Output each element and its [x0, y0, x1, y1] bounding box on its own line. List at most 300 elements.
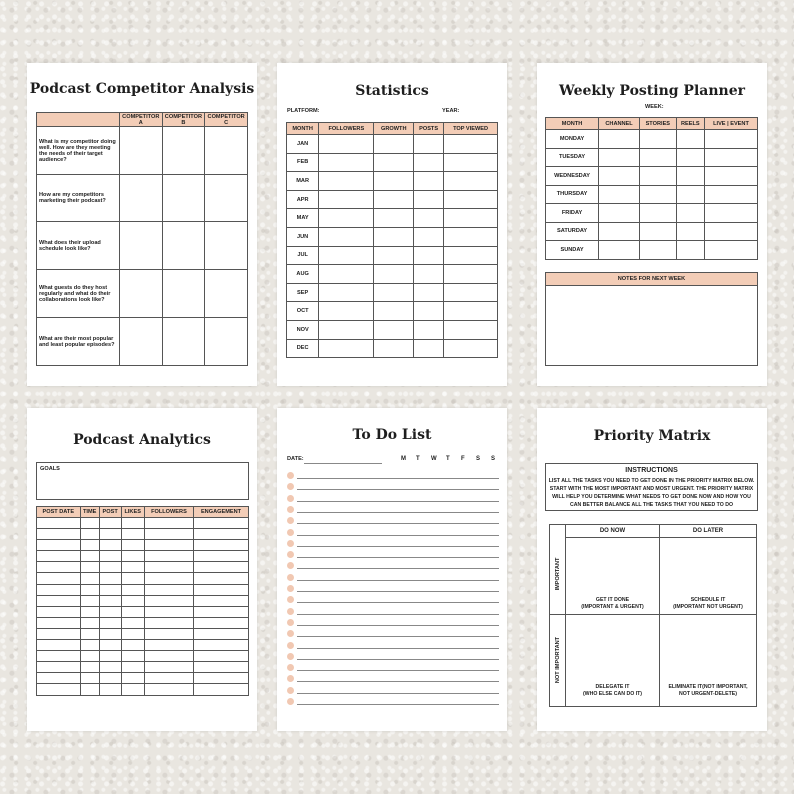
todo-line[interactable]	[297, 659, 499, 660]
todo-line[interactable]	[297, 512, 499, 513]
data-cell[interactable]	[80, 684, 99, 695]
todo-line[interactable]	[297, 693, 499, 694]
checkbox[interactable]	[287, 687, 294, 694]
data-cell[interactable]	[99, 628, 121, 639]
do-now-header: DO NOW	[599, 528, 626, 534]
data-cell[interactable]	[194, 529, 249, 540]
platform-label: PLATFORM:	[287, 108, 320, 114]
data-cell[interactable]	[121, 584, 144, 595]
plan-cell[interactable]	[704, 222, 757, 241]
data-cell[interactable]	[144, 562, 193, 573]
todo-list	[277, 408, 507, 731]
data-cell[interactable]	[99, 662, 121, 673]
plan-cell[interactable]	[676, 185, 704, 204]
data-cell[interactable]	[194, 595, 249, 606]
data-cell[interactable]	[414, 265, 444, 284]
data-cell[interactable]	[444, 283, 498, 302]
weekday-letter[interactable]: W	[431, 456, 437, 462]
data-cell[interactable]	[144, 518, 193, 529]
plan-cell[interactable]	[599, 204, 640, 223]
data-cell[interactable]	[319, 209, 374, 228]
todo-line[interactable]	[297, 681, 499, 682]
data-cell[interactable]	[144, 595, 193, 606]
todo-line[interactable]	[297, 636, 499, 637]
data-cell[interactable]	[414, 209, 444, 228]
checkbox[interactable]	[287, 608, 294, 615]
table-row	[37, 562, 249, 573]
data-cell[interactable]	[80, 529, 99, 540]
data-cell[interactable]	[319, 283, 374, 302]
checkbox[interactable]	[287, 585, 294, 592]
checkbox[interactable]	[287, 619, 294, 626]
data-cell[interactable]	[374, 246, 414, 265]
checkbox[interactable]	[287, 483, 294, 490]
plan-cell[interactable]	[599, 167, 640, 186]
data-cell[interactable]	[319, 227, 374, 246]
todo-line[interactable]	[297, 478, 499, 479]
table-row	[37, 640, 249, 651]
data-cell[interactable]	[80, 573, 99, 584]
table-row	[287, 190, 498, 209]
data-cell[interactable]	[80, 584, 99, 595]
plan-cell[interactable]	[704, 148, 757, 167]
data-cell[interactable]	[194, 518, 249, 529]
month-cell: JAN	[287, 135, 319, 154]
answer-cell[interactable]	[162, 175, 205, 222]
data-cell[interactable]	[37, 518, 81, 529]
data-cell[interactable]	[414, 339, 444, 358]
data-cell[interactable]	[37, 540, 81, 551]
data-cell[interactable]	[144, 573, 193, 584]
data-cell[interactable]	[144, 529, 193, 540]
data-cell[interactable]	[121, 628, 144, 639]
plan-cell[interactable]	[676, 148, 704, 167]
data-cell[interactable]	[80, 540, 99, 551]
data-cell[interactable]	[144, 584, 193, 595]
todo-line[interactable]	[297, 580, 499, 581]
table-row	[37, 584, 249, 595]
data-cell[interactable]	[80, 662, 99, 673]
weekday-letter[interactable]: T	[446, 456, 450, 462]
data-cell[interactable]	[37, 584, 81, 595]
table-row	[287, 153, 498, 172]
plan-cell[interactable]	[599, 222, 640, 241]
data-cell[interactable]	[37, 551, 81, 562]
data-cell[interactable]	[444, 302, 498, 321]
plan-cell[interactable]	[676, 130, 704, 149]
data-cell[interactable]	[319, 172, 374, 191]
data-cell[interactable]	[144, 662, 193, 673]
plan-cell[interactable]	[676, 167, 704, 186]
data-cell[interactable]	[414, 302, 444, 321]
data-cell[interactable]	[99, 562, 121, 573]
data-cell[interactable]	[444, 135, 498, 154]
data-cell[interactable]	[414, 135, 444, 154]
quadrant-not-important-not-urgent[interactable]: ELIMINATE IT(NOT IMPORTANT, NOT URGENT-DELETE)	[668, 684, 748, 697]
data-cell[interactable]	[80, 562, 99, 573]
data-cell[interactable]	[121, 662, 144, 673]
data-cell[interactable]	[194, 540, 249, 551]
goals-label: GOALS	[40, 466, 60, 472]
table-row	[546, 185, 758, 204]
data-cell[interactable]	[319, 320, 374, 339]
data-cell[interactable]	[37, 651, 81, 662]
data-cell[interactable]	[194, 617, 249, 628]
table-row	[287, 302, 498, 321]
data-cell[interactable]	[374, 135, 414, 154]
data-cell[interactable]	[99, 640, 121, 651]
month-cell: SEP	[287, 283, 319, 302]
column-header: REELS	[676, 118, 704, 130]
data-cell[interactable]	[444, 153, 498, 172]
data-cell[interactable]	[144, 617, 193, 628]
todo-line[interactable]	[297, 568, 499, 569]
answer-cell[interactable]	[120, 270, 163, 318]
column-header: ENGAGEMENT	[194, 507, 249, 518]
plan-cell[interactable]	[704, 167, 757, 186]
data-cell[interactable]	[374, 209, 414, 228]
checkbox[interactable]	[287, 562, 294, 569]
checkbox[interactable]	[287, 495, 294, 502]
statistics-page	[277, 63, 507, 386]
data-cell[interactable]	[121, 673, 144, 684]
todo-line[interactable]	[297, 591, 499, 592]
data-cell[interactable]	[121, 651, 144, 662]
data-cell[interactable]	[37, 595, 81, 606]
plan-cell[interactable]	[676, 241, 704, 260]
data-cell[interactable]	[37, 573, 81, 584]
data-cell[interactable]	[414, 172, 444, 191]
data-cell[interactable]	[121, 606, 144, 617]
data-cell[interactable]	[194, 628, 249, 639]
data-cell[interactable]	[37, 617, 81, 628]
data-cell[interactable]	[80, 640, 99, 651]
competitor-analysis-page	[27, 63, 257, 386]
data-cell[interactable]	[99, 540, 121, 551]
data-cell[interactable]	[99, 617, 121, 628]
plan-cell[interactable]	[639, 130, 676, 149]
data-cell[interactable]	[319, 302, 374, 321]
data-cell[interactable]	[99, 584, 121, 595]
data-cell[interactable]	[374, 339, 414, 358]
data-cell[interactable]	[444, 190, 498, 209]
plan-cell[interactable]	[599, 148, 640, 167]
week-label: WEEK:	[645, 104, 664, 110]
table-row	[37, 662, 249, 673]
table-row	[287, 246, 498, 265]
quadrant-important-not-urgent[interactable]: SCHEDULE IT (IMPORTANT NOT URGENT)	[673, 597, 743, 610]
data-cell[interactable]	[374, 227, 414, 246]
goals-box[interactable]	[36, 462, 249, 500]
data-cell[interactable]	[80, 617, 99, 628]
data-cell[interactable]	[37, 640, 81, 651]
data-cell[interactable]	[414, 227, 444, 246]
day-cell: MONDAY	[546, 130, 599, 149]
data-cell[interactable]	[144, 651, 193, 662]
data-cell[interactable]	[444, 172, 498, 191]
table-row	[287, 320, 498, 339]
checkbox[interactable]	[287, 506, 294, 513]
data-cell[interactable]	[121, 595, 144, 606]
quadrant-important-urgent[interactable]: GET IT DONE (IMPORTANT & URGENT)	[581, 597, 644, 610]
todo-line[interactable]	[297, 614, 499, 615]
data-cell[interactable]	[374, 320, 414, 339]
table-row	[546, 130, 758, 149]
data-cell[interactable]	[80, 628, 99, 639]
data-cell[interactable]	[414, 320, 444, 339]
answer-cell[interactable]	[205, 127, 248, 175]
notes-header: NOTES FOR NEXT WEEK	[546, 273, 757, 286]
data-cell[interactable]	[121, 540, 144, 551]
checkbox[interactable]	[287, 551, 294, 558]
data-cell[interactable]	[37, 673, 81, 684]
data-cell[interactable]	[99, 573, 121, 584]
checkbox[interactable]	[287, 472, 294, 479]
data-cell[interactable]	[144, 551, 193, 562]
plan-cell[interactable]	[704, 185, 757, 204]
answer-cell[interactable]	[162, 270, 205, 318]
data-cell[interactable]	[99, 684, 121, 695]
competitor-table	[36, 112, 248, 366]
answer-cell[interactable]	[120, 175, 163, 222]
quadrant-urgent-not-important[interactable]: DELEGATE IT (WHO ELSE CAN DO IT)	[582, 684, 643, 697]
data-cell[interactable]	[80, 651, 99, 662]
plan-cell[interactable]	[639, 241, 676, 260]
data-cell[interactable]	[194, 551, 249, 562]
weekly-planner-page	[537, 63, 767, 386]
data-cell[interactable]	[99, 673, 121, 684]
weekday-letter[interactable]: T	[416, 456, 420, 462]
column-header: CHANNEL	[599, 118, 640, 130]
table-row	[37, 628, 249, 639]
month-cell: FEB	[287, 153, 319, 172]
data-cell[interactable]	[144, 640, 193, 651]
data-cell[interactable]	[194, 651, 249, 662]
data-cell[interactable]	[144, 684, 193, 695]
data-cell[interactable]	[374, 283, 414, 302]
data-cell[interactable]	[99, 529, 121, 540]
checkbox[interactable]	[287, 517, 294, 524]
data-cell[interactable]	[444, 246, 498, 265]
matrix	[549, 524, 757, 707]
checkbox[interactable]	[287, 574, 294, 581]
data-cell[interactable]	[121, 529, 144, 540]
data-cell[interactable]	[319, 190, 374, 209]
data-cell[interactable]	[194, 584, 249, 595]
page-title: Priority Matrix	[593, 428, 711, 444]
todo-line[interactable]	[297, 704, 499, 705]
weekday-letter[interactable]: M	[401, 456, 406, 462]
data-cell[interactable]	[374, 302, 414, 321]
data-cell[interactable]	[444, 209, 498, 228]
checkbox[interactable]	[287, 698, 294, 705]
data-cell[interactable]	[194, 573, 249, 584]
weekday-letter[interactable]: S	[491, 456, 496, 462]
checkbox[interactable]	[287, 675, 294, 682]
plan-cell[interactable]	[704, 130, 757, 149]
todo-line[interactable]	[297, 535, 499, 536]
data-cell[interactable]	[319, 339, 374, 358]
todo-line[interactable]	[297, 523, 499, 524]
month-cell: MAY	[287, 209, 319, 228]
instructions-text: LIST ALL THE TASKS YOU NEED TO GET DONE IN THE PRIORITY MATRIX BELOW. START WITH THE MOST IMPORTANT AND MOST URGENT. THE PRIORITY MATRIX WILL HELP YOU DETERMINE WHAT NEEDS TO GET DONE NOW AND HOW YOU CAN BETTER BALANCE ALL THE TASKS THAT YOU NEED TO DO	[548, 478, 755, 508]
data-cell[interactable]	[99, 606, 121, 617]
checkbox[interactable]	[287, 529, 294, 536]
answer-cell[interactable]	[205, 270, 248, 318]
data-cell[interactable]	[80, 673, 99, 684]
plan-cell[interactable]	[599, 185, 640, 204]
data-cell[interactable]	[144, 673, 193, 684]
data-cell[interactable]	[80, 551, 99, 562]
data-cell[interactable]	[121, 640, 144, 651]
data-cell[interactable]	[194, 684, 249, 695]
plan-cell[interactable]	[639, 204, 676, 223]
page-title: Weekly Posting Planner	[559, 83, 745, 99]
data-cell[interactable]	[37, 662, 81, 673]
month-cell: AUG	[287, 265, 319, 284]
year-label: YEAR:	[442, 108, 460, 114]
data-cell[interactable]	[37, 606, 81, 617]
answer-cell[interactable]	[205, 222, 248, 270]
data-cell[interactable]	[444, 339, 498, 358]
data-cell[interactable]	[99, 651, 121, 662]
data-cell[interactable]	[80, 518, 99, 529]
todo-line[interactable]	[297, 546, 499, 547]
data-cell[interactable]	[194, 606, 249, 617]
plan-cell[interactable]	[639, 148, 676, 167]
todo-line[interactable]	[297, 557, 499, 558]
data-cell[interactable]	[194, 662, 249, 673]
data-cell[interactable]	[319, 153, 374, 172]
column-header: POSTS	[414, 123, 444, 135]
todo-line[interactable]	[297, 501, 499, 502]
data-cell[interactable]	[444, 265, 498, 284]
data-cell[interactable]	[194, 562, 249, 573]
table-row	[37, 684, 249, 695]
answer-cell[interactable]	[120, 318, 163, 366]
answer-cell[interactable]	[162, 127, 205, 175]
month-cell: DEC	[287, 339, 319, 358]
data-cell[interactable]	[121, 617, 144, 628]
data-cell[interactable]	[414, 153, 444, 172]
plan-cell[interactable]	[676, 204, 704, 223]
checkbox[interactable]	[287, 642, 294, 649]
data-cell[interactable]	[319, 265, 374, 284]
column-header: LIKES	[121, 507, 144, 518]
answer-cell[interactable]	[120, 222, 163, 270]
data-cell[interactable]	[414, 190, 444, 209]
weekday-letter[interactable]: S	[476, 456, 481, 462]
todo-page	[277, 408, 507, 731]
todo-line[interactable]	[297, 670, 499, 671]
data-cell[interactable]	[37, 529, 81, 540]
data-cell[interactable]	[99, 595, 121, 606]
notes-box[interactable]	[545, 272, 758, 366]
data-cell[interactable]	[80, 595, 99, 606]
answer-cell[interactable]	[162, 222, 205, 270]
table-row	[287, 172, 498, 191]
todo-line[interactable]	[297, 602, 499, 603]
data-cell[interactable]	[444, 320, 498, 339]
data-cell[interactable]	[374, 190, 414, 209]
data-cell[interactable]	[374, 265, 414, 284]
plan-cell[interactable]	[704, 241, 757, 260]
data-cell[interactable]	[121, 551, 144, 562]
month-cell: JUL	[287, 246, 319, 265]
column-header: COMPETITOR C	[205, 113, 248, 127]
table-row	[546, 222, 758, 241]
data-cell[interactable]	[121, 518, 144, 529]
data-cell[interactable]	[319, 135, 374, 154]
data-cell[interactable]	[144, 540, 193, 551]
plan-cell[interactable]	[639, 185, 676, 204]
statistics-table	[286, 122, 498, 358]
page-title: Podcast Competitor Analysis	[29, 81, 255, 97]
data-cell[interactable]	[121, 562, 144, 573]
checkbox[interactable]	[287, 540, 294, 547]
data-cell[interactable]	[319, 246, 374, 265]
checkbox[interactable]	[287, 653, 294, 660]
data-cell[interactable]	[414, 283, 444, 302]
data-cell[interactable]	[99, 518, 121, 529]
data-cell[interactable]	[37, 684, 81, 695]
table-row	[287, 283, 498, 302]
column-header: POST DATE	[37, 507, 81, 518]
answer-cell[interactable]	[120, 127, 163, 175]
data-cell[interactable]	[144, 628, 193, 639]
question-cell: What is my competitor doing well. How are they meeting the needs of their target audience?	[37, 127, 120, 175]
day-cell: WEDNESDAY	[546, 167, 599, 186]
data-cell[interactable]	[194, 640, 249, 651]
month-cell: NOV	[287, 320, 319, 339]
plan-cell[interactable]	[676, 222, 704, 241]
weekday-letter[interactable]: F	[461, 456, 465, 462]
data-cell[interactable]	[194, 673, 249, 684]
checkbox[interactable]	[287, 596, 294, 603]
data-cell[interactable]	[374, 172, 414, 191]
month-cell: APR	[287, 190, 319, 209]
plan-cell[interactable]	[704, 204, 757, 223]
data-cell[interactable]	[80, 606, 99, 617]
data-cell[interactable]	[444, 227, 498, 246]
answer-cell[interactable]	[162, 318, 205, 366]
answer-cell[interactable]	[205, 175, 248, 222]
data-cell[interactable]	[37, 628, 81, 639]
checkbox[interactable]	[287, 664, 294, 671]
do-later-header: DO LATER	[692, 528, 724, 534]
todo-line[interactable]	[297, 489, 499, 490]
column-header: FOLLOWERS	[319, 123, 374, 135]
data-cell[interactable]	[144, 606, 193, 617]
checkbox[interactable]	[287, 630, 294, 637]
plan-cell[interactable]	[599, 130, 640, 149]
plan-cell[interactable]	[639, 222, 676, 241]
todo-line[interactable]	[297, 648, 499, 649]
data-cell[interactable]	[37, 562, 81, 573]
plan-cell[interactable]	[639, 167, 676, 186]
question-cell: What does their upload schedule look like?	[37, 222, 120, 270]
data-cell[interactable]	[121, 573, 144, 584]
answer-cell[interactable]	[205, 318, 248, 366]
data-cell[interactable]	[414, 246, 444, 265]
plan-cell[interactable]	[599, 241, 640, 260]
not-important-label: NOT IMPORTANT	[555, 636, 561, 684]
data-cell[interactable]	[374, 153, 414, 172]
data-cell[interactable]	[99, 551, 121, 562]
page-title: To Do List	[352, 427, 432, 443]
todo-line[interactable]	[297, 625, 499, 626]
data-cell[interactable]	[121, 684, 144, 695]
